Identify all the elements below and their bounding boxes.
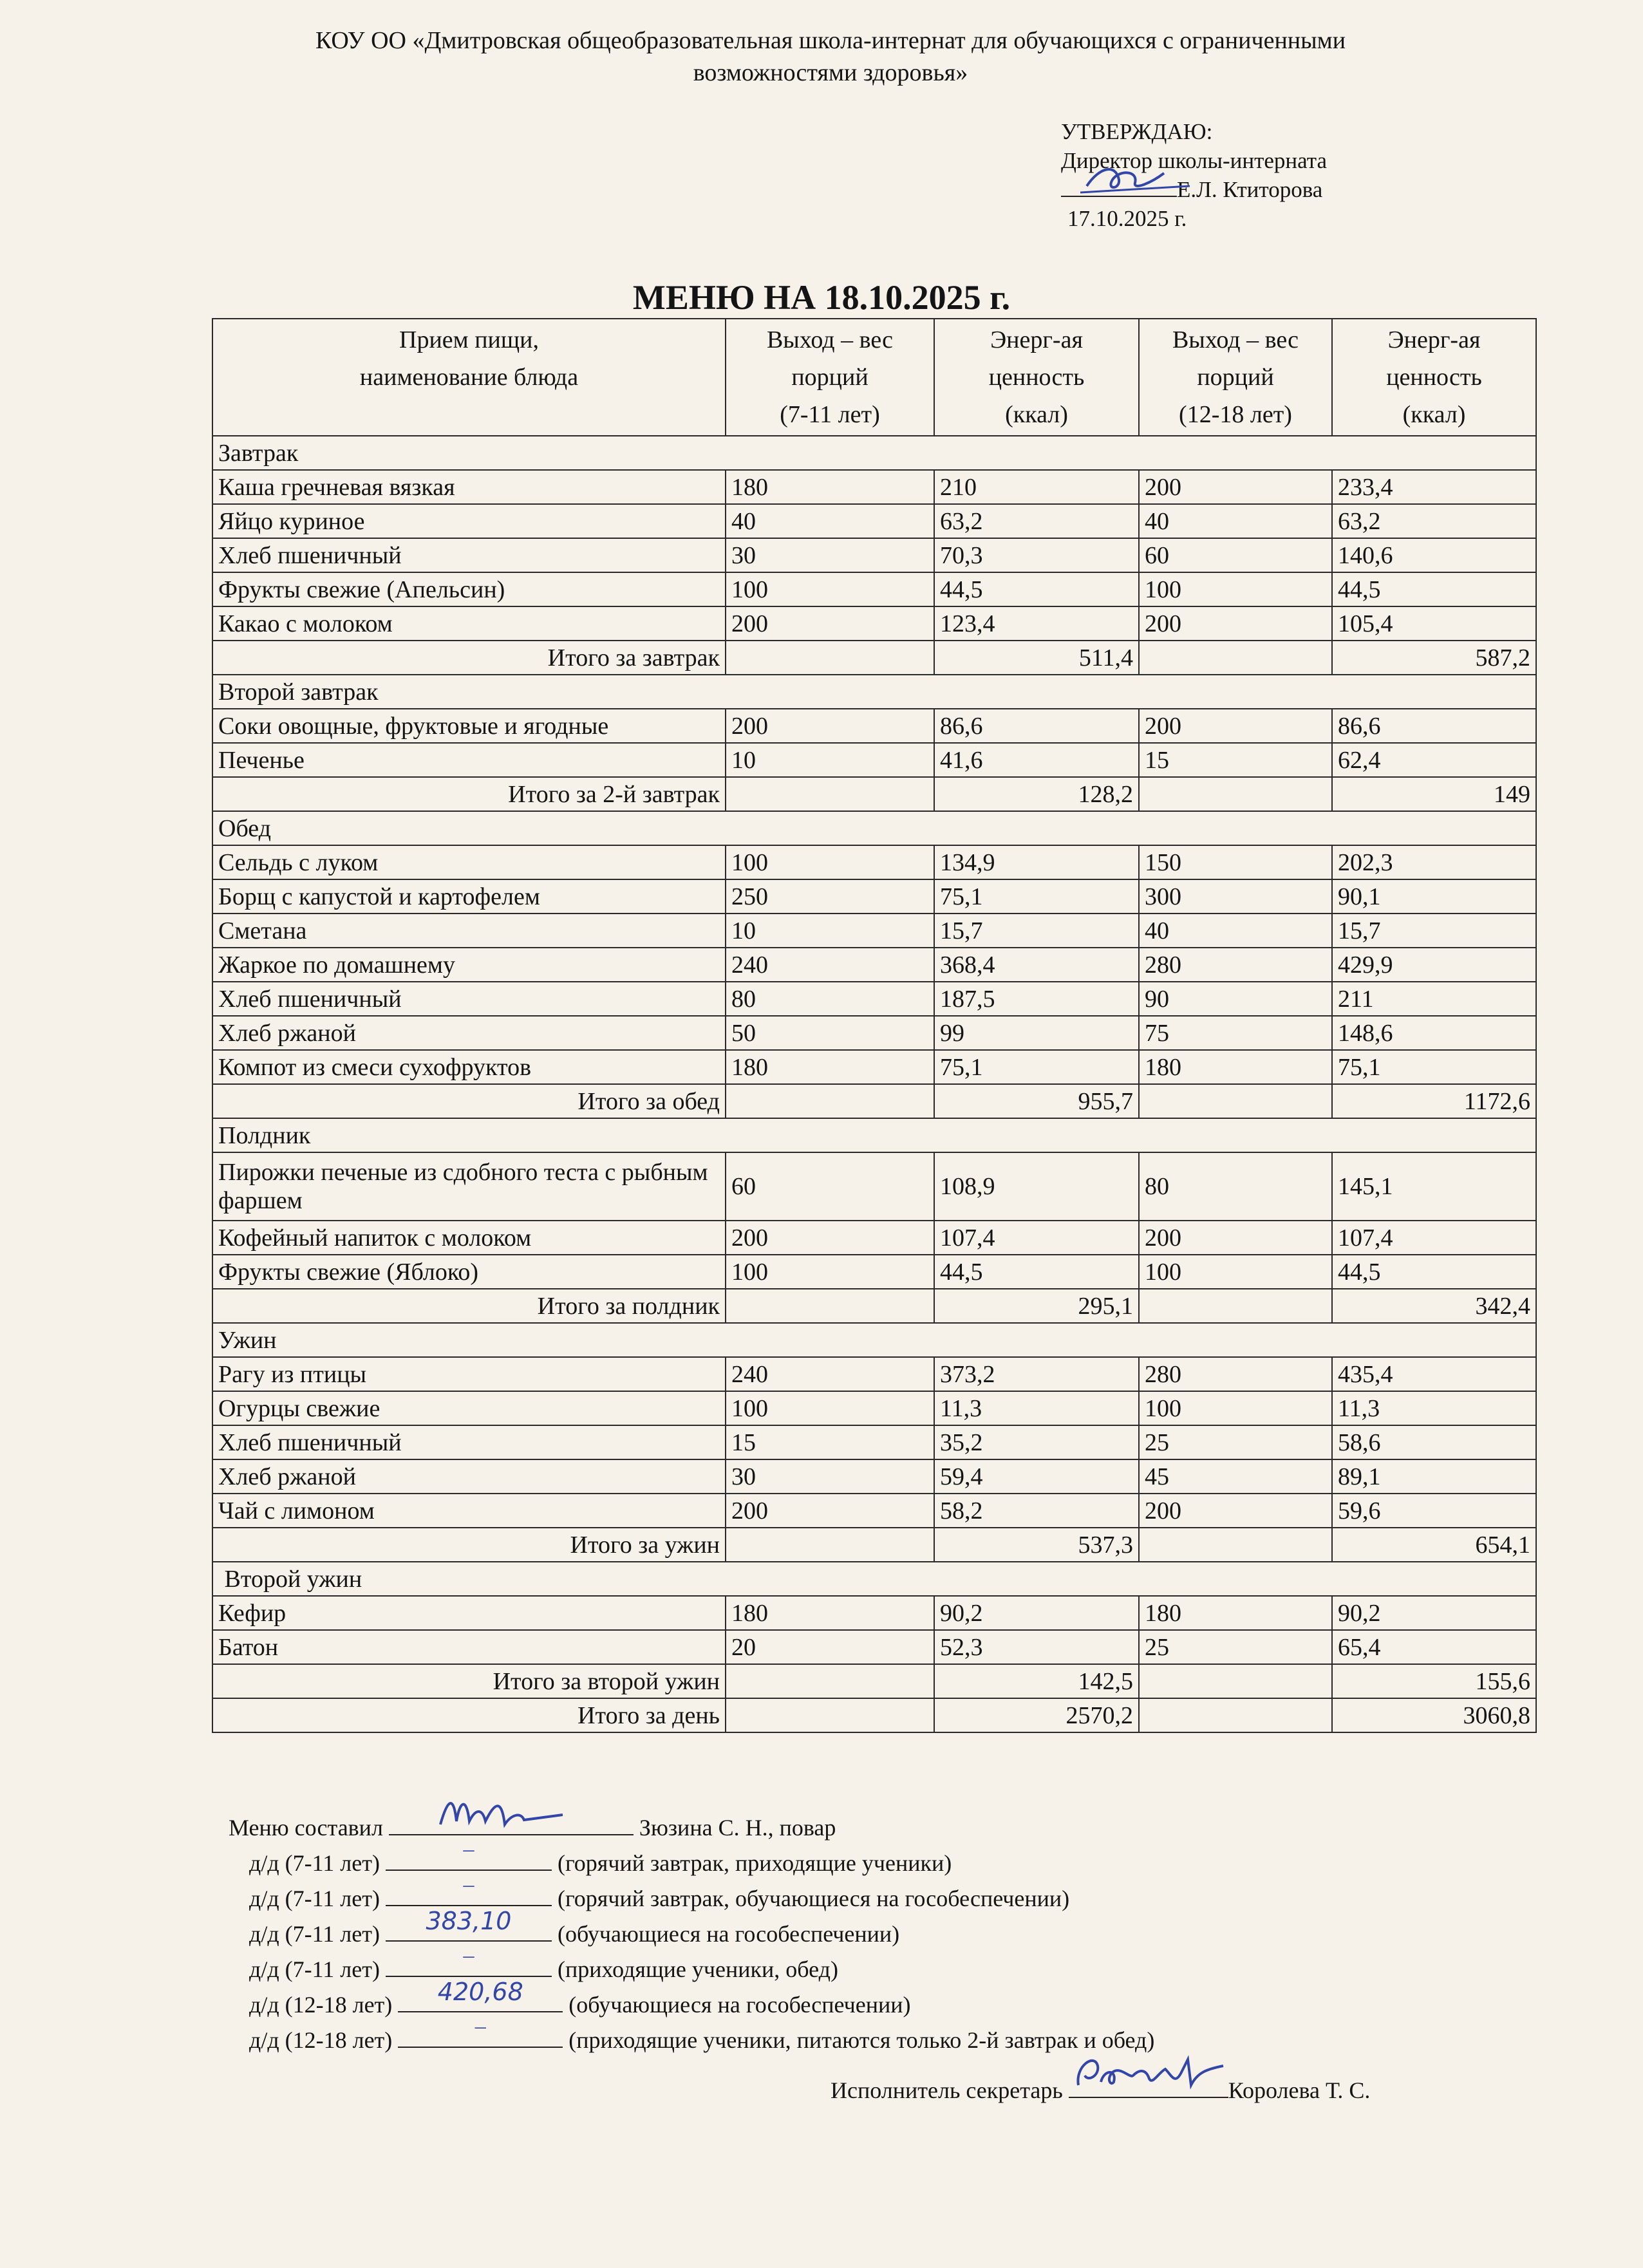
energy-12-18-cell: 429,9 [1332,948,1536,982]
dd-handwritten-value [386,1944,552,1977]
dish-name-cell: Борщ с капустой и картофелем [212,879,726,914]
weight-12-18-cell: 100 [1139,572,1332,606]
energy-12-18-cell: 89,1 [1332,1459,1536,1494]
total-label: Итого за ужин [212,1528,726,1562]
energy-12-18-cell: 62,4 [1332,743,1536,777]
weight-7-11-cell: 15 [726,1425,934,1459]
approval-position: Директор школы-интерната [1061,148,1328,173]
energy-12-18-cell: 75,1 [1332,1050,1536,1084]
dish-name-cell: Сельдь с луком [212,845,726,879]
energy-7-11-cell: 58,2 [934,1494,1139,1528]
energy-12-18-cell: 65,4 [1332,1630,1536,1664]
dish-name-cell: Пирожки печеные из сдобного теста с рыбным фаршем [212,1152,726,1221]
weight-12-18-cell: 280 [1139,948,1332,982]
dish-name-cell: Соки овощные, фруктовые и ягодные [212,709,726,743]
dd-line [229,1944,1154,1987]
energy-12-18-cell: 44,5 [1332,572,1536,606]
dish-name-cell: Хлеб пшеничный [212,1425,726,1459]
table-row [212,1152,1536,1221]
weight-7-11-cell: 30 [726,1459,934,1494]
total-energy-12-18: 155,6 [1332,1664,1536,1698]
weight-7-11-cell: 200 [726,709,934,743]
executor-row [831,2074,1370,2106]
dish-name-cell: Компот из смеси сухофруктов [212,1050,726,1084]
energy-12-18-cell: 90,1 [1332,879,1536,914]
dd-note: (приходящие ученики, питаются только 2-й завтрак и обед) [568,2027,1155,2053]
table-row [212,1221,1536,1255]
energy-12-18-cell: 58,6 [1332,1425,1536,1459]
dish-name-cell: Кофейный напиток с молоком [212,1221,726,1255]
page-title: МЕНЮ НА 18.10.2025 г. [632,278,1011,317]
energy-12-18-cell: 435,4 [1332,1357,1536,1391]
composed-by-row [229,1810,1154,1846]
dd-label: д/д (7-11 лет) [249,1956,380,1982]
section-row [212,1562,1536,1596]
table-row [212,948,1536,982]
weight-7-11-cell: 30 [726,538,934,572]
approval-signature-line [1061,175,1327,204]
organization-line-2: возможностями здоровья» [693,59,968,86]
dish-name-cell: Каша гречневая вязкая [212,470,726,504]
dd-line [229,1837,1154,1881]
total-row [212,1084,1536,1118]
section-row [212,1118,1536,1152]
total-energy-7-11: 537,3 [934,1528,1139,1562]
energy-12-18-cell: 233,4 [1332,470,1536,504]
total-energy-12-18: 1172,6 [1332,1084,1536,1118]
weight-7-11-cell: 100 [726,1255,934,1289]
header-energy-12-18: Энерг-ая ценность (ккал) [1332,319,1536,436]
weight-12-18-cell: 180 [1139,1050,1332,1084]
total-empty-cell [726,1289,934,1323]
weight-12-18-cell: 80 [1139,1152,1332,1221]
energy-7-11-cell: 59,4 [934,1459,1139,1494]
dd-label: д/д (7-11 лет) [249,1886,380,1911]
section-title: Полдник [212,1118,1536,1152]
section-title: Второй завтрак [212,675,1536,709]
total-energy-7-11: 955,7 [934,1084,1139,1118]
table-row [212,572,1536,606]
energy-7-11-cell: 15,7 [934,914,1139,948]
organization-name [193,24,1468,89]
total-row [212,1528,1536,1562]
table-row [212,470,1536,504]
total-energy-12-18: 149 [1332,777,1536,811]
composed-by-name: Зюзина С. Н., повар [639,1815,836,1841]
energy-7-11-cell: 11,3 [934,1391,1139,1425]
weight-12-18-cell: 40 [1139,914,1332,948]
weight-7-11-cell: 80 [726,982,934,1016]
dd-label: д/д (12-18 лет) [249,2027,393,2053]
weight-12-18-cell: 200 [1139,709,1332,743]
energy-7-11-cell: 75,1 [934,1050,1139,1084]
weight-7-11-cell: 10 [726,914,934,948]
weight-12-18-cell: 100 [1139,1391,1332,1425]
secretary-signature-icon [1069,2047,1236,2098]
dish-name-cell: Кефир [212,1596,726,1630]
table-row [212,1630,1536,1664]
dd-lines [229,1837,1155,2058]
dd-handwritten-text: – [474,2014,486,2038]
energy-7-11-cell: 44,5 [934,572,1139,606]
day-total-row [212,1698,1536,1732]
weight-7-11-cell: 240 [726,1357,934,1391]
energy-7-11-cell: 187,5 [934,982,1139,1016]
total-energy-7-11: 295,1 [934,1289,1139,1323]
total-empty-cell [1139,1084,1332,1118]
dd-handwritten-text: – [463,1837,474,1861]
total-empty-cell [726,1664,934,1698]
table-row [212,1459,1536,1494]
energy-7-11-cell: 368,4 [934,948,1139,982]
dish-name-cell: Хлеб ржаной [212,1459,726,1494]
weight-12-18-cell: 90 [1139,982,1332,1016]
dd-handwritten-value [386,1873,552,1906]
total-empty-cell [1139,777,1332,811]
table-header-row [212,319,1536,436]
energy-7-11-cell: 134,9 [934,845,1139,879]
section-title: Ужин [212,1323,1536,1357]
energy-7-11-cell: 63,2 [934,504,1139,538]
table-row [212,1425,1536,1459]
total-empty-cell [1139,1289,1332,1323]
energy-7-11-cell: 123,4 [934,606,1139,641]
approval-date: 17.10.2025 г. [1067,206,1187,231]
weight-7-11-cell: 180 [726,1050,934,1084]
energy-7-11-cell: 99 [934,1016,1139,1050]
total-empty-cell [726,777,934,811]
weight-7-11-cell: 200 [726,1494,934,1528]
weight-12-18-cell: 25 [1139,1630,1332,1664]
section-row [212,436,1536,470]
table-row [212,879,1536,914]
dish-name-cell: Хлеб пшеничный [212,538,726,572]
director-name: Е.Л. Ктиторова [1177,177,1323,202]
dd-note: (горячий завтрак, приходящие ученики) [557,1850,952,1876]
menu-table [212,318,1537,1733]
table-row [212,709,1536,743]
weight-7-11-cell: 50 [726,1016,934,1050]
executor-label: Исполнитель секретарь [831,2077,1063,2103]
weight-12-18-cell: 25 [1139,1425,1332,1459]
dd-label: д/д (7-11 лет) [249,1850,380,1876]
energy-12-18-cell: 107,4 [1332,1221,1536,1255]
energy-12-18-cell: 148,6 [1332,1016,1536,1050]
day-total-energy-12-18: 3060,8 [1332,1698,1536,1732]
dish-name-cell: Батон [212,1630,726,1664]
weight-12-18-cell: 100 [1139,1255,1332,1289]
energy-7-11-cell: 86,6 [934,709,1139,743]
header-dish: Прием пищи, наименование блюда [212,319,726,436]
total-label: Итого за 2-й завтрак [212,777,726,811]
total-row [212,1289,1536,1323]
energy-12-18-cell: 140,6 [1332,538,1536,572]
weight-12-18-cell: 150 [1139,845,1332,879]
total-energy-12-18: 587,2 [1332,641,1536,675]
energy-7-11-cell: 373,2 [934,1357,1139,1391]
weight-12-18-cell: 40 [1139,504,1332,538]
organization-line-1: КОУ ОО «Дмитровская общеобразовательная школа-интернат для обучающихся с ограниченными [315,27,1346,54]
table-row [212,845,1536,879]
energy-12-18-cell: 59,6 [1332,1494,1536,1528]
total-label: Итого за полдник [212,1289,726,1323]
dish-name-cell: Жаркое по домашнему [212,948,726,982]
total-empty-cell [726,641,934,675]
total-energy-12-18: 342,4 [1332,1289,1536,1323]
dd-line [229,1978,1154,2023]
table-row [212,1255,1536,1289]
total-empty-cell [1139,1698,1332,1732]
weight-7-11-cell: 10 [726,743,934,777]
table-row [212,1357,1536,1391]
energy-12-18-cell: 211 [1332,982,1536,1016]
weight-12-18-cell: 180 [1139,1596,1332,1630]
dd-line [229,1907,1154,1952]
weight-12-18-cell: 300 [1139,879,1332,914]
dish-name-cell: Фрукты свежие (Апельсин) [212,572,726,606]
section-title: Завтрак [212,436,1536,470]
table-row [212,1050,1536,1084]
total-row [212,641,1536,675]
energy-12-18-cell: 105,4 [1332,606,1536,641]
dd-note: (обучающиеся на гособеспечении) [568,1992,911,2018]
energy-12-18-cell: 86,6 [1332,709,1536,743]
weight-7-11-cell: 100 [726,572,934,606]
footer-block [229,1810,1154,2058]
weight-12-18-cell: 280 [1139,1357,1332,1391]
energy-7-11-cell: 35,2 [934,1425,1139,1459]
energy-12-18-cell: 63,2 [1332,504,1536,538]
header-energy-7-11: Энерг-ая ценность (ккал) [934,319,1139,436]
total-label: Итого за обед [212,1084,726,1118]
weight-7-11-cell: 250 [726,879,934,914]
day-total-energy-7-11: 2570,2 [934,1698,1139,1732]
weight-12-18-cell: 75 [1139,1016,1332,1050]
weight-12-18-cell: 200 [1139,1494,1332,1528]
dd-line [229,2014,1155,2058]
energy-12-18-cell: 44,5 [1332,1255,1536,1289]
composed-by-label: Меню составил [229,1815,383,1841]
weight-7-11-cell: 60 [726,1152,934,1221]
header-weight-7-11: Выход – вес порций (7-11 лет) [726,319,934,436]
total-label: Итого за завтрак [212,641,726,675]
weight-7-11-cell: 100 [726,845,934,879]
energy-7-11-cell: 75,1 [934,879,1139,914]
dish-name-cell: Рагу из птицы [212,1357,726,1391]
weight-12-18-cell: 15 [1139,743,1332,777]
total-empty-cell [726,1084,934,1118]
approval-block [1061,117,1327,233]
total-label: Итого за второй ужин [212,1664,726,1698]
table-row [212,1494,1536,1528]
total-empty-cell [1139,1664,1332,1698]
table-row [212,1016,1536,1050]
dd-handwritten-value [398,2014,563,2048]
total-row [212,1664,1536,1698]
dish-name-cell: Чай с лимоном [212,1494,726,1528]
total-energy-7-11: 128,2 [934,777,1139,811]
weight-12-18-cell: 45 [1139,1459,1332,1494]
energy-7-11-cell: 70,3 [934,538,1139,572]
weight-7-11-cell: 100 [726,1391,934,1425]
director-signature-icon [1080,157,1196,196]
table-row [212,1596,1536,1630]
dd-label: д/д (7-11 лет) [249,1921,380,1947]
approval-title: УТВЕРЖДАЮ: [1061,119,1213,144]
weight-12-18-cell: 200 [1139,470,1332,504]
director-signature [1061,176,1177,197]
menu-table-body [212,436,1536,1732]
dish-name-cell: Печенье [212,743,726,777]
day-total-label: Итого за день [212,1698,726,1732]
table-row [212,538,1536,572]
table-row [212,606,1536,641]
dd-handwritten-text: 420,68 [437,1978,523,2006]
dish-name-cell: Хлеб пшеничный [212,982,726,1016]
dish-name-cell: Яйцо куриное [212,504,726,538]
total-empty-cell [726,1698,934,1732]
weight-7-11-cell: 200 [726,1221,934,1255]
section-title: Второй ужин [212,1562,1536,1596]
total-energy-12-18: 654,1 [1332,1528,1536,1562]
section-row [212,811,1536,845]
cook-signature-icon [434,1789,601,1834]
energy-12-18-cell: 90,2 [1332,1596,1536,1630]
energy-12-18-cell: 202,3 [1332,845,1536,879]
energy-12-18-cell: 15,7 [1332,914,1536,948]
executor-signature [1069,2075,1228,2098]
energy-12-18-cell: 145,1 [1332,1152,1536,1221]
energy-7-11-cell: 41,6 [934,743,1139,777]
total-energy-7-11: 511,4 [934,641,1139,675]
dd-label: д/д (12-18 лет) [249,1992,393,2018]
dd-handwritten-text: – [463,1873,474,1897]
energy-12-18-cell: 11,3 [1332,1391,1536,1425]
weight-12-18-cell: 60 [1139,538,1332,572]
dish-name-cell: Огурцы свежие [212,1391,726,1425]
executor-name: Королева Т. С. [1228,2077,1371,2103]
section-title: Обед [212,811,1536,845]
total-energy-7-11: 142,5 [934,1664,1139,1698]
energy-7-11-cell: 210 [934,470,1139,504]
energy-7-11-cell: 108,9 [934,1152,1139,1221]
weight-12-18-cell: 200 [1139,606,1332,641]
dd-handwritten-text: 383,10 [426,1907,512,1935]
table-row [212,982,1536,1016]
dish-name-cell: Хлеб ржаной [212,1016,726,1050]
total-row [212,777,1536,811]
energy-7-11-cell: 52,3 [934,1630,1139,1664]
table-row [212,743,1536,777]
weight-12-18-cell: 200 [1139,1221,1332,1255]
dish-name-cell: Сметана [212,914,726,948]
total-empty-cell [1139,641,1332,675]
dd-note: (обучающиеся на гособеспечении) [557,1921,900,1947]
dd-handwritten-text: – [463,1944,474,1967]
weight-7-11-cell: 240 [726,948,934,982]
section-row [212,675,1536,709]
dish-name-cell: Какао с молоком [212,606,726,641]
dd-note: (приходящие ученики, обед) [557,1956,838,1982]
weight-7-11-cell: 180 [726,1596,934,1630]
energy-7-11-cell: 107,4 [934,1221,1139,1255]
weight-7-11-cell: 200 [726,606,934,641]
energy-7-11-cell: 44,5 [934,1255,1139,1289]
table-row [212,914,1536,948]
table-row [212,504,1536,538]
weight-7-11-cell: 20 [726,1630,934,1664]
dish-name-cell: Фрукты свежие (Яблоко) [212,1255,726,1289]
total-empty-cell [726,1528,934,1562]
section-row [212,1323,1536,1357]
header-weight-12-18: Выход – вес порций (12-18 лет) [1139,319,1332,436]
dd-note: (горячий завтрак, обучающиеся на гособеспечении) [557,1886,1070,1911]
weight-7-11-cell: 40 [726,504,934,538]
energy-7-11-cell: 90,2 [934,1596,1139,1630]
total-empty-cell [1139,1528,1332,1562]
dd-line [229,1873,1154,1917]
weight-7-11-cell: 180 [726,470,934,504]
table-row [212,1391,1536,1425]
